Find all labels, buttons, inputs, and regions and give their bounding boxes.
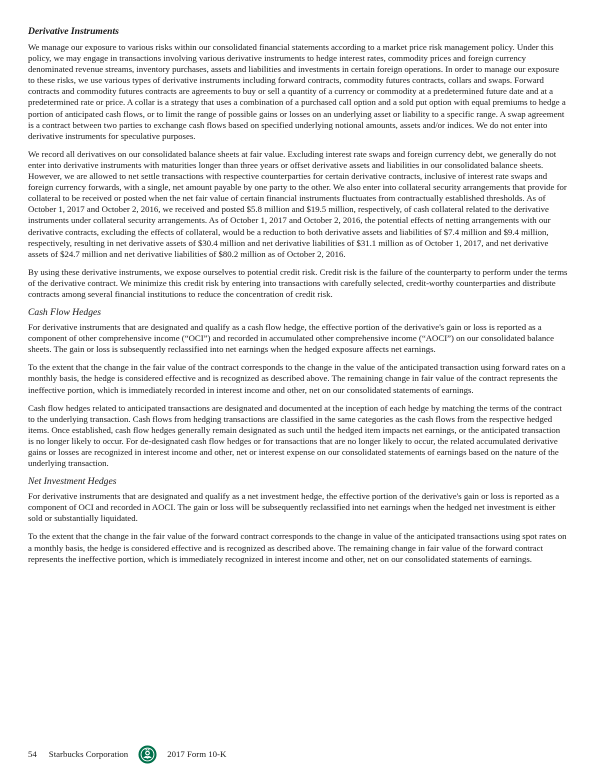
section-heading: Derivative Instruments (28, 26, 119, 37)
page-number: 54 (28, 749, 37, 759)
paragraph: We manage our exposure to various risks within our consolidated financial statements according to a market price risk management policy. Under this policy, we may engage in transactions involving various derivative instruments to hedge interest rates, commodity prices and foreign currency denominated revenue streams, inventory purchases, assets and liabilities and investments in certain foreign operations. In order to manage our exposure to these risks, we use various types of derivative instruments including forward contracts, commodity futures contracts, collars and swaps. Forward contracts and commodity futures contracts are agreements to buy or sell a quantity of a currency or commodity at a predetermined future date and at a predetermined rate or price. A collar is a strategy that uses a combination of a purchased call option and a sold put option with equal premiums to hedge a portion of anticipated cash flows, or to limit the range of possible gains or losses on an underlying asset or liability to a specific range. A swap agreement is a contract between two parties to exchange cash flows based on specified underlying notional amounts, assets and/or indices. We do not enter into derivative instruments for speculative purposes. (28, 42, 566, 141)
paragraph: We record all derivatives on our consolidated balance sheets at fair value. Excluding interest rate swaps and foreign currency debt, we generally do not enter into derivative instruments with maturities longer than three years or offset derivative assets and liabilities in our consolidated balance sheets. However, we are allowed to net settle transactions with respective counterparties for certain derivative contracts, inclusive of interest rate swaps and foreign currency forwards, with a single, net amount payable by one party to the other. We also enter into collateral security arrangements that provide for collateral to be received or posted when the net fair value of certain financial instruments fluctuates from contractually established thresholds. As of October 1, 2017 and October 2, 2016, we received and posted $5.8 million and $19.5 million, respectively, of cash collateral related to the derivative instruments under collateral security arrangements. As of October 1, 2017 and October 2, 2016, the potential effects of netting arrangements with our derivative contracts, excluding the effects of collateral, would be a reduction to both derivative assets and liabilities of $7.4 million and $9.4 million, respectively, resulting in net derivative assets of $30.4 million and net derivative liabilities of $31.1 million as of October 1, 2017, and net derivative assets of $24.7 million and net derivative liabilities of $80.2 million as of October 2, 2016. (28, 148, 567, 259)
paragraph: By using these derivative instruments, we expose ourselves to potential credit risk. Credit risk is the failure of the counterparty to perform under the terms of the derivative contract. We minimize this credit risk by entering into transactions with carefully selected, credit-worthy counterparties and distribute contracts among several financial institutions to reduce the concentration of credit risk. (28, 266, 568, 299)
page-footer (28, 744, 226, 764)
subsection-heading-cash-flow: Cash Flow Hedges (28, 307, 102, 319)
paragraph: To the extent that the change in the fair value of the contract corresponds to the change in the value of the anticipated transaction using forward rates on a monthly basis, the hedge is considered effective and is recognized as described above. The remaining change in fair value of the contract represents the ineffective portion, which is immediately recorded in interest income and other, net on our consolidated statements of earnings. (28, 362, 566, 395)
paragraph: Cash flow hedges related to anticipated transactions are designated and documented at the inception of each hedge by matching the terms of the contract to the underlying transaction. Cash flows from hedging transactions are classified in the same categories as the cash flows from the respective hedged items. Once established, cash flow hedges generally remain designated as such until the hedged item impacts net earnings, or the anticipated transaction is no longer likely to occur. For de-designated cash flow hedges or for transactions that are no longer likely to occur, the related accumulated derivative gains or losses are recognized in interest income and other, net or interest expense on our consolidated statements of earnings based on the nature of the underlying transaction. (28, 402, 562, 469)
form-label: 2017 Form 10-K (167, 749, 227, 759)
company-name: Starbucks Corporation (48, 749, 129, 759)
starbucks-siren-logo-icon (138, 745, 157, 764)
document-body (28, 26, 568, 572)
subsection-heading-net-investment: Net Investment Hedges (28, 476, 117, 488)
paragraph: To the extent that the change in the fair value of the forward contract corresponds to the change in value of the anticipated transactions using spot rates on a monthly basis, the hedge is considered effective and is recognized as described above. The remaining change in fair value of the forward contract represents the ineffective portion, which is immediately recognized in interest income and other, net on our consolidated statements of earnings. (28, 531, 567, 564)
paragraph: For derivative instruments that are designated and qualify as a cash flow hedge, the effective portion of the derivative's gain or loss is reported as a component of other comprehensive income (“OCI”) and recorded in accumulated other comprehensive income (“AOCI”) on our consolidated balance sheets. The gain or loss is subsequently reclassified into net earnings when the hedged exposure affects net earnings. (28, 322, 555, 355)
paragraph: For derivative instruments that are designated and qualify as a net investment hedge, the effective portion of the derivative's gain or loss is reported as a component of OCI and recorded in AOCI. The gain or loss will be subsequently reclassified into net earnings when the hedged net investment is either sold or substantially liquidated. (28, 491, 560, 524)
